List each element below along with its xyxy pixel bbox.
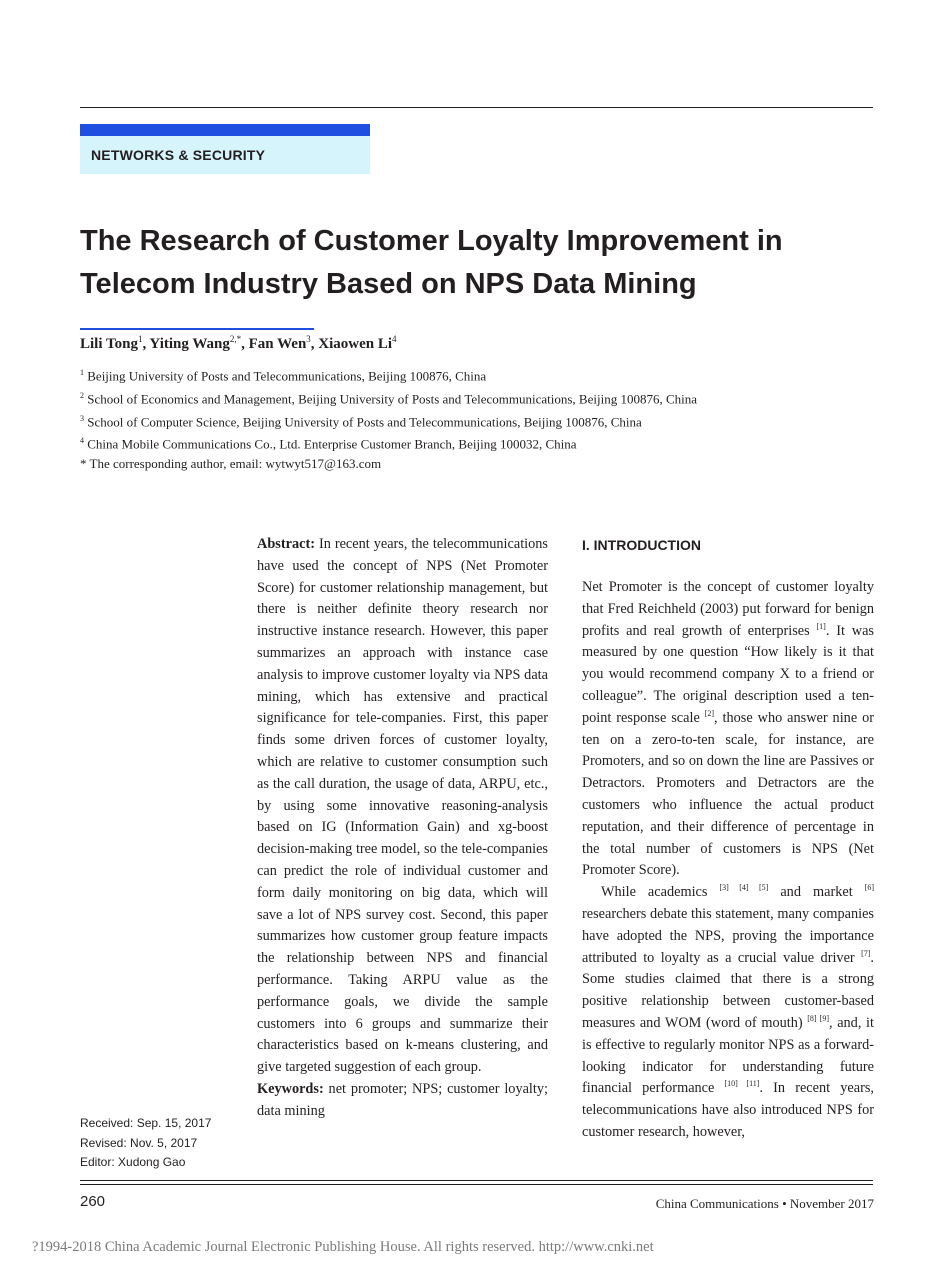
- affiliation-text: Beijing University of Posts and Telecommunications, Beijing 100876, China: [87, 368, 487, 384]
- page-number: 260: [80, 1193, 106, 1210]
- revised-date: Revised: Nov. 5, 2017: [80, 1135, 198, 1150]
- author-mark: 3: [306, 334, 311, 344]
- author-name: Yiting Wang: [149, 336, 230, 352]
- affiliation-text: School of Computer Science, Beijing University of Posts and Telecommunications, Beijing 100876, China: [87, 413, 642, 429]
- affiliation-text: School of Economics and Management, Beijing University of Posts and Telecommunications, Beijing 100876, China: [87, 391, 698, 407]
- editor-name: Editor: Xudong Gao: [80, 1155, 186, 1169]
- header-rule: [80, 107, 873, 108]
- intro-paragraph-1: [582, 577, 874, 882]
- author-mark: 1: [137, 334, 143, 344]
- author-name: Xiaowen Li: [318, 336, 393, 352]
- intro-text-run: Net Promoter is the concept of customer loyalty that Fred Reichheld (2003) put forward for benign profits and real growth of enterprises: [582, 579, 874, 639]
- citation-mark: [7]: [861, 948, 871, 958]
- affiliation-text: China Mobile Communications Co., Ltd. Enterprise Customer Branch, Beijing 100032, China: [87, 436, 577, 452]
- keywords-label: Keywords:: [257, 1080, 324, 1097]
- keywords-paragraph: [257, 1079, 548, 1123]
- paper-title: [80, 220, 880, 306]
- intro-heading: I. INTRODUCTION: [582, 537, 701, 553]
- intro-text-run: researchers debate this statement, many companies have adopted the NPS, proving the importance attributed to loyalty as a crucial value driver: [582, 905, 874, 966]
- abstract-paragraph: [257, 534, 548, 1079]
- abstract-text: In recent years, the telecommunications have used the concept of NPS (Net Promoter Score) for customer relationship management, but there is neither definite theory research nor instructive instance research. However, this paper summarizes an approach with instance case analysis to improve customer loyalty via NPS data mining, which has extensive and practical significance for tele-companies. First, this paper finds some driven forces of customer loyalty, which are relative to customer consumption such as the call duration, the usage of data, ARPU, etc., by using some innovative reasoning-analysis based on IG (Information Gain) and xg-boost decision-making tree model, so the tele-companies can predict the role of individual customer and form daily monitoring on big data, which will save a lot of NPS survey cost. Second, this paper summarizes how customer group feature impacts the relationship between NPS and financial performance. Taking ARPU value as the performance goals, we divide the sample customers into 6 groups and summarize their characteristics based on k-means clustering, and give targeted suggestion of each group.: [257, 536, 548, 1076]
- author-sep: ,: [241, 336, 249, 352]
- intro-text-run: . It was measured by one question “How likely is it that you would recommend company X to a friend or colleague”. The original description used a ten-point response scale: [582, 622, 874, 726]
- journal-name: China Communications • November 2017: [655, 1196, 874, 1211]
- section-accent-bar: [80, 124, 370, 136]
- title-line-1: The Research of Customer Loyalty Improvement in: [80, 225, 783, 257]
- abstract-label: Abstract:: [257, 536, 315, 552]
- keywords-text: net promoter; NPS; customer loyalty; data mining: [257, 1080, 548, 1119]
- author-sep: ,: [142, 336, 150, 352]
- footer-rule: [80, 1180, 873, 1181]
- copyright-notice: ?1994-2018 China Academic Journal Electronic Publishing House. All rights reserved. http://www.cnki.net: [32, 1239, 654, 1255]
- corresponding-author: * The corresponding author, email: wytwyt517@163.com: [80, 456, 382, 472]
- intro-text-run: . Some studies claimed that there is a strong positive relationship between customer-based measures and WOM (word of mouth): [582, 949, 874, 1031]
- affiliation-mark: 2: [80, 390, 84, 400]
- authors-rule: [80, 328, 314, 330]
- author-mark: 2,*: [229, 334, 242, 344]
- footer-rule: [80, 1184, 873, 1185]
- submission-meta: [80, 1114, 211, 1173]
- author-name: Fan Wen: [248, 336, 307, 352]
- intro-paragraph-2: [582, 882, 874, 1144]
- intro-text-run: , those who answer nine or ten on a zero-to-ten scale, for instance, are Promoters, and so on down the line are Passives or Detractors. Promoters and Detractors are the customers who influence the actual product reputation, and their difference of percentage in the total number of customers is NPS (Net Promoter Score).: [582, 709, 874, 879]
- author-name: Lili Tong: [80, 336, 138, 352]
- received-date: Received: Sep. 15, 2017: [80, 1116, 212, 1130]
- author-sep: ,: [310, 336, 319, 352]
- author-mark: 4: [392, 334, 397, 344]
- citation-mark: [10] [11]: [724, 1079, 760, 1089]
- citation-mark: [8] [9]: [807, 1014, 829, 1024]
- title-line-2: Telecom Industry Based on NPS Data Mining: [80, 268, 697, 300]
- affiliations: [80, 363, 697, 474]
- intro-text-run: While academics: [601, 884, 720, 901]
- section-label: NETWORKS & SECURITY: [91, 147, 266, 163]
- affiliation-mark: 1: [80, 368, 84, 377]
- affiliation-line: [80, 431, 697, 454]
- author-list: [80, 334, 397, 353]
- citation-mark: [2]: [704, 709, 715, 719]
- affiliation-line: [80, 409, 697, 432]
- intro-text-run: and market: [768, 884, 865, 901]
- affiliation-line: [80, 363, 697, 386]
- affiliation-mark: 3: [80, 413, 84, 423]
- introduction-body: [582, 577, 874, 1144]
- citation-mark: [1]: [816, 621, 826, 631]
- abstract-block: [257, 534, 548, 1123]
- intro-text-run: . In recent years, telecommunications have also introduced NPS for customer research, however,: [582, 1080, 874, 1140]
- citation-mark: [3] [4] [5]: [719, 883, 769, 893]
- citation-mark: [6]: [864, 883, 875, 893]
- affiliation-mark: 4: [80, 436, 84, 446]
- affiliation-line: [80, 386, 697, 409]
- intro-text-run: , and, it is effective to regularly monitor NPS as a forward-looking indicator for understanding future financial performance: [582, 1014, 874, 1097]
